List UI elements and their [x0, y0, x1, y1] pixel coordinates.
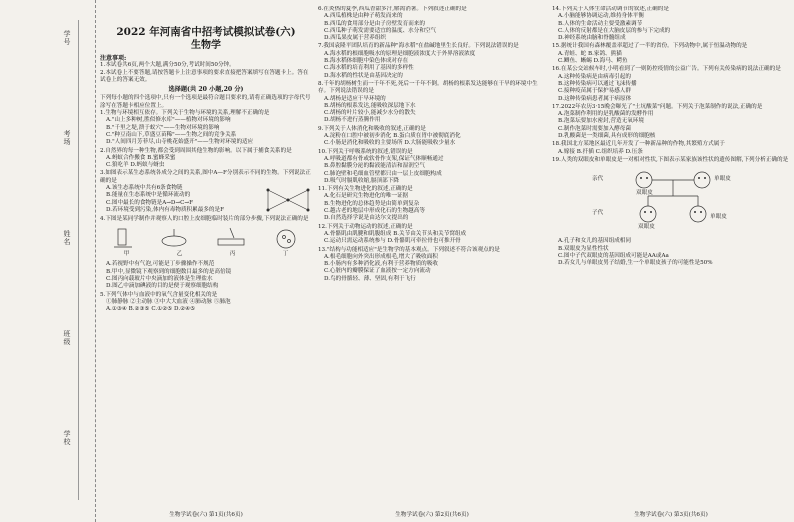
question-3-body — [100, 185, 312, 215]
question-17 — [552, 104, 790, 140]
option: A.呼吸道都有骨或软骨作支架,保证气体顺畅通过 — [324, 155, 444, 162]
question-stem: 6.在炎热的夏季,西瓜香甜多汁,解渴消暑。下列叙述正确的是 — [318, 6, 467, 12]
option: C.西瓜种子萌发需要适宜的温度、水分和空气 — [324, 27, 437, 34]
notice-heading: 注意事项: — [100, 55, 127, 62]
question-14 — [552, 6, 790, 42]
option: D.神经系统由脑和脊髓组成 — [558, 35, 626, 42]
binding-label-school: 学校 — [63, 430, 71, 446]
option: A.骨骼肌由肌腱和肌腹组成 B.关节由关节头和关节窝组成 — [324, 230, 467, 237]
question-7 — [318, 43, 546, 79]
question-16 — [552, 66, 790, 102]
question-stem: 3.如图表示某生态系统各成分之间的关系,图中A—F分别表示不同的生物。下列说法正确的是 — [100, 170, 311, 184]
question-18 — [552, 141, 790, 156]
page-column-1 — [100, 6, 312, 506]
option: B.胡杨的根系发达,能吸收深层地下水 — [324, 102, 416, 109]
option: A.泡菜制作利用的是乳酸菌的发酵作用 — [558, 111, 654, 118]
option: A.小脑能够协调运动,维持身体平衡 — [558, 13, 644, 20]
slide-procedure-figure — [100, 225, 312, 259]
ecosystem-diagram — [264, 185, 312, 215]
question-stem: 13."结构与功能相适应"是生物学的基本观点。下列叙述不符合该观点的是 — [318, 246, 500, 253]
option: A.海水稻的根细胞吸水的原理是细胞液浓度大于外界溶液浓度 — [324, 50, 476, 57]
question-stem: 18.我国北方某地区最近几年开发了一种新品种的作物,其繁殖方式属于 — [552, 141, 725, 148]
option: A.胡杨是适应干旱环境的 — [324, 95, 386, 102]
question-stem: 15.据统计我国有森林覆盖率超过了一半的省份。下列动物中,属于恒温动物的是 — [552, 43, 748, 50]
notice-item: 2.本试卷上不要答题,请按答题卡上注意事项的要求直接把答案填写在答题卡上。答在试卷上的答案无效。 — [100, 69, 309, 83]
pedigree-label-child-b: 单眼皮 — [710, 214, 727, 221]
option: B.双眼皮为显性性状 — [558, 245, 609, 252]
option: B.小肠内有多种消化液,有利于营养物质的吸收 — [324, 261, 438, 268]
exam-title: 2022 年河南省中招考试模拟试卷(六) — [116, 26, 296, 38]
option: A.西瓜植株是由种子萌发而来的 — [324, 13, 403, 20]
option: B.甲中,显微镜下观察到的细胞数目最多的是高倍镜 — [106, 268, 232, 275]
option: C.制作泡菜时需要加入酵母菌 — [558, 125, 631, 132]
question-stem: 9.下列关于人体消化和吸收的叙述,正确的是 — [318, 125, 426, 132]
question-12 — [318, 224, 546, 246]
option: B."千里之堤,溃于蚁穴"——生物对环境的影响 — [106, 124, 220, 131]
option: C.肺泡壁和毛细血管壁都只由一层上皮细胞构成 — [324, 170, 442, 177]
page-footer-1: 生物学试卷(六) 第1页(共6页) — [169, 512, 243, 518]
page-footer-3: 生物学试卷(六) 第3页(共6页) — [634, 512, 708, 518]
option: D.乳酸菌是一类细菌,具有成形的细胞核 — [558, 133, 656, 140]
option: D.胡杨不进行蒸腾作用 — [324, 117, 381, 124]
pedigree-label-right-parent: 单眼皮 — [714, 176, 731, 183]
option: A.①③④ B.②③⑤ C.①②⑤ D.②④⑤ — [106, 306, 196, 313]
question-6 — [318, 6, 546, 42]
figure-label: 乙 — [176, 251, 183, 258]
page-column-3 — [552, 6, 790, 506]
pedigree-label-children: 子代 — [592, 210, 604, 217]
binding-label-name: 姓名 — [63, 230, 71, 246]
question-19 — [552, 157, 790, 267]
pedigree-label-left-parent: 双眼皮 — [636, 190, 653, 197]
pedigree-label-parents: 亲代 — [592, 176, 604, 183]
option: A.淀粉在口腔中被初步消化 B.蛋白质在胃中被彻底消化 — [324, 133, 461, 140]
option: C.图中子代双眼皮的基因组成可能是AA或Aa — [558, 252, 669, 259]
option: C.图中最长的食物链是A→D→C→F — [106, 199, 193, 206]
option: C.胡杨的叶片较小,能减少水分的散失 — [324, 110, 416, 117]
option: A.青蛙、蛇 B.家鸽、熊猫 — [558, 50, 622, 57]
section-intro: 下列每小题的四个选项中,只有一个选项是最符合题目要求的,请将正确选项的字母代号涂写在答题卡相应位置上。 — [100, 95, 311, 109]
option: C.海水稻的培育利用了基因的多样性 — [324, 65, 414, 72]
question-8 — [318, 81, 546, 125]
binding-line — [78, 20, 79, 500]
option: A.嫁接 B.扦插 C.组织培养 D.压条 — [558, 148, 643, 155]
option: B.海水稻体细胞中染色体成对存在 — [324, 58, 409, 65]
pedigree-drawing — [552, 166, 790, 236]
question-stem: 7.我国袁隆平团队培育的新品种"海水稻"在盐碱地里生长良好。下列说法错误的是 — [318, 43, 519, 50]
notice-item: 1.本试卷共6页,两个大题,满分50分,考试时间50分钟。 — [100, 62, 235, 69]
question-5 — [100, 292, 312, 314]
procedure-illustration — [100, 225, 312, 251]
pedigree-figure — [552, 166, 790, 236]
option: C.人体的反射都是在大脑皮层的参与下完成的 — [558, 27, 671, 34]
question-stem: 5.下列气体中与血液中的氧气含量变化相关的是 — [100, 291, 218, 298]
option: D.鸟的骨骼轻、薄、坚固,有利于飞行 — [324, 275, 416, 282]
option: D."人间四月芳菲尽,山寺桃花始盛开"——生物对环境的适应 — [106, 139, 254, 146]
question-1 — [100, 110, 312, 146]
option: B.鼻腔黏膜分泌的黏液能清洁和湿润空气 — [324, 163, 425, 170]
option: ①肺静脉 ②主动脉 ③中大大血液 ④肺动脉 ⑤肺泡 — [106, 298, 231, 305]
option: C."种豆南山下,草盛豆苗稀"——生物之间的竞争关系 — [106, 131, 237, 138]
option: A.根毛细胞向外突出形成根毛,增大了吸收面积 — [324, 253, 438, 260]
question-2 — [100, 148, 312, 170]
question-stem: 10.下列关于呼吸系统的叙述,错误的是 — [318, 148, 413, 155]
page-footer-2: 生物学试卷(六) 第2页(共6页) — [395, 512, 469, 518]
question-stem: 2.自然界的每一种生物,都会受到周围其他生物的影响。以下属于捕食关系的是 — [100, 147, 292, 154]
question-stem: 8.千年的胡杨树生而一千年不死,死后一千年不倒。胡杨的根系发达能够在干旱的环境中生存。下列说法错误的是 — [318, 80, 538, 95]
question-stem: 11.下列有关生物进化的叙述,正确的是 — [318, 186, 413, 193]
option: A.该生态系统中共有6条食物链 — [106, 185, 183, 192]
question-stem: 4.下图是某同学制作并观察人的口腔上皮细胞临时装片的部分步骤,下列说法正确的是 — [100, 216, 309, 223]
question-13 — [318, 247, 546, 283]
option: C.心脏内的瓣膜保证了血液按一定方向流动 — [324, 268, 431, 275]
option: D.西瓜果皮属于营养组织 — [324, 35, 387, 42]
question-stem: 17.2022年农历3·15晚会曝光了"土坑酸菜"问题。下列关于泡菜制作的说法,正确的是 — [552, 103, 763, 110]
option: C.小肠是消化和吸收的主要场所 D.大肠能吸收少量水 — [324, 140, 456, 147]
option: A.孔子和女儿的基因组成相同 — [558, 238, 631, 245]
option: D.若环境受到污染,体内有毒物质积累最多的是F — [106, 206, 225, 213]
question-stem: 1.生物与环境相互依存。下列关于生物与环境的关系,理解不正确的是 — [100, 110, 270, 117]
option: C.运动只需运动系统参与 D.骨骼肌可牵拉骨也可推开骨 — [324, 238, 461, 245]
option: C.鲫鱼、蜥蜴 D.海马、鳄鱼 — [558, 58, 628, 65]
binding-label-class: 班级 — [63, 330, 71, 346]
binding-label-id: 学号 — [63, 30, 71, 46]
question-stem: 14.下列关于人体生命活动调节的叙述,正确的是 — [552, 6, 669, 12]
option: A.蚂蚁合作搬食 B.蜜蜂采蜜 — [106, 154, 176, 161]
binding-strip — [0, 0, 96, 522]
question-4 — [100, 216, 312, 290]
option: D.若女儿与单眼皮男子结婚,生一个单眼皮孩子的可能性是50% — [558, 260, 713, 267]
option: B.生物进化的总体趋势是由简单到复杂 — [324, 200, 420, 207]
option: A.这种传染病是由病毒引起的 — [558, 73, 631, 80]
section-heading: 选择题(共 20 小题,20 分) — [168, 86, 244, 94]
question-stem: 19.人类的双眼皮和单眼皮是一对相对性状,下图表示某家族该性状的遗传图解,下列分析正确的是 — [552, 156, 789, 163]
figure-label: 丙 — [229, 251, 236, 258]
question-15 — [552, 43, 790, 65]
question-9 — [318, 126, 546, 148]
option: C.图丙向载玻片中央滴加的液体是生理盐水 — [106, 275, 213, 282]
question-3 — [100, 170, 312, 215]
option: C.接种疫苗属于保护易感人群 — [558, 88, 631, 95]
option: D.海水稻的性状是由基因决定的 — [324, 72, 403, 79]
option: A."山上多种树,胜似修水库"——植物对环境的影响 — [106, 117, 231, 124]
exam-subject: 生物学 — [191, 40, 221, 51]
option: B.能量在生态系统中是循环流动的 — [106, 192, 191, 199]
option: B.人体的生命活动主要受激素调节 — [558, 20, 643, 27]
option: D.吸气时膈肌收缩,膈顶部下降 — [324, 177, 399, 184]
question-11 — [318, 186, 546, 222]
option: D.自然选择学说是由达尔文提出的 — [324, 215, 409, 222]
option: B.这种传染病可以通过飞沫传播 — [558, 80, 637, 87]
option: C.狼吃羊 D.蚂蚁与蚜虫 — [106, 162, 165, 169]
option: A.若视野中有气泡,可能是丁步骤操作不规范 — [106, 261, 215, 268]
page-column-2 — [318, 6, 546, 506]
option: D.这种传染病患者属于病原体 — [558, 95, 632, 102]
option: C.越古老的地层中形成化石的生物越高等 — [324, 208, 425, 215]
figure-label: 丁 — [282, 251, 289, 258]
option: A.化石是研究生物进化的唯一证据 — [324, 193, 409, 200]
question-stem: 12.下列关于动物运动的叙述,正确的是 — [318, 223, 413, 230]
option: D.图乙中滴加碘液的目的是便于观察细胞结构 — [106, 283, 219, 290]
figure-label: 甲 — [123, 251, 130, 258]
option: B.泡菜坛要加水密封,营造无氧环境 — [558, 118, 644, 125]
pedigree-label-child-a: 双眼皮 — [638, 224, 655, 231]
figure-labels — [100, 251, 312, 258]
option: B.西瓜的食用部分是由子房壁发育而来的 — [324, 20, 425, 27]
binding-label-room: 考场 — [63, 130, 71, 146]
question-10 — [318, 149, 546, 185]
question-stem: 16.在某公交站候车时,小明看到了一则防控疫情的公益广告。下列有关传染病的说法正确的是 — [552, 66, 781, 73]
